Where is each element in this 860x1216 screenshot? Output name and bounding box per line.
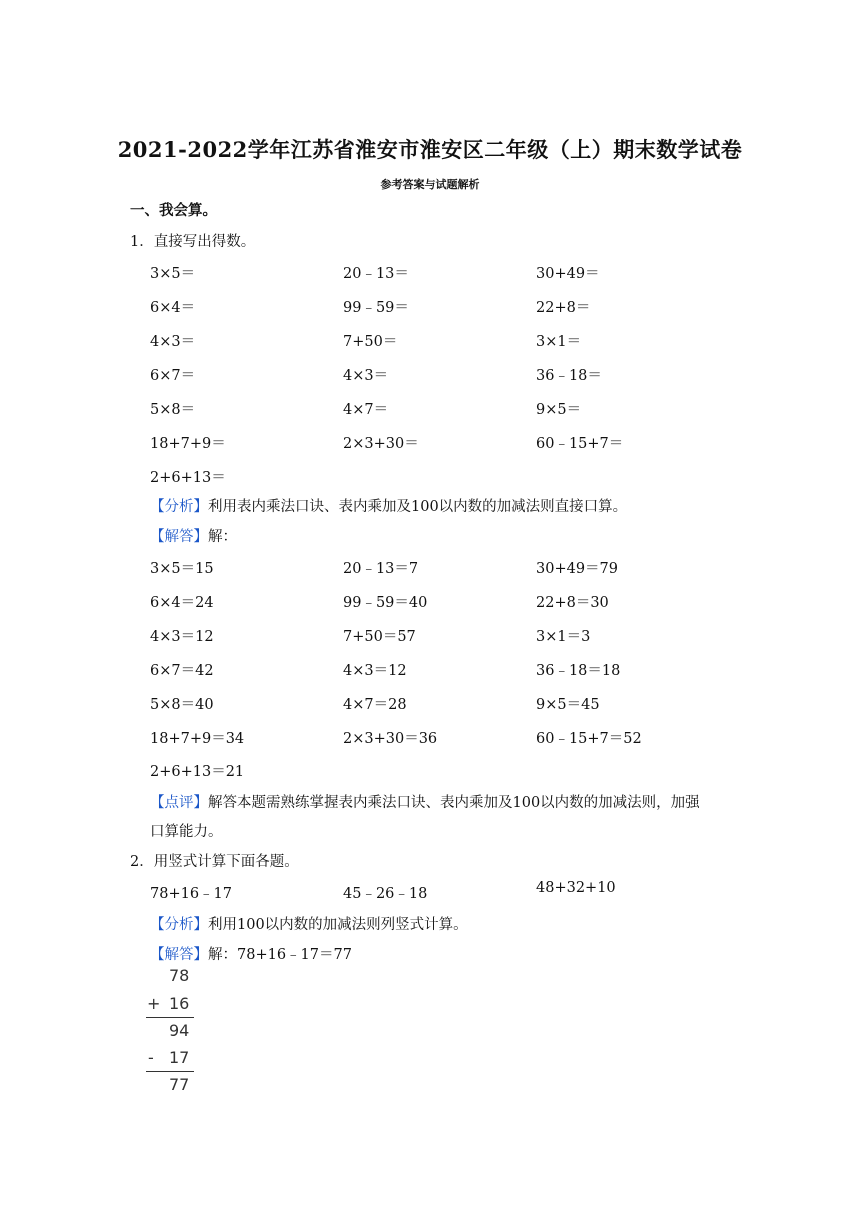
- answer-cell: 36﹣18＝18: [536, 663, 621, 679]
- problem-cell: 3×5＝: [150, 266, 196, 282]
- answer-cell: 4×7＝28: [343, 697, 407, 713]
- problem-cell: 3×1＝: [536, 334, 582, 350]
- answer-cell: 22+8＝30: [536, 595, 609, 611]
- answer-cell: 7+50＝57: [343, 629, 416, 645]
- analysis-tag: 【分析】: [150, 499, 208, 515]
- problem-cell: 4×3＝: [150, 334, 196, 350]
- comment-tag: 【点评】: [150, 795, 208, 811]
- answer-cell: 2×3+30＝36: [343, 731, 438, 747]
- comment-text-line1: 解答本题需熟练掌握表内乘法口诀、表内乘加及100以内数的加减法则，加强: [208, 795, 700, 811]
- vertical-operand: 16: [169, 994, 190, 1013]
- comment-1: [150, 791, 700, 812]
- answer-2: [150, 943, 352, 964]
- answer-cell: 4×3＝12: [150, 629, 214, 645]
- vertical-problem: 78+16﹣17: [150, 886, 233, 902]
- analysis-tag: 【分析】: [150, 917, 208, 933]
- vertical-result: 77: [169, 1075, 190, 1094]
- answer-cell: 6×4＝24: [150, 595, 214, 611]
- analysis-text: 利用表内乘法口诀、表内乘加及100以内数的加减法则直接口算。: [208, 499, 628, 515]
- vertical-problem: 48+32+10: [536, 880, 616, 896]
- problem-cell: 60﹣15+7＝: [536, 436, 624, 452]
- vertical-operand: 17: [169, 1048, 190, 1067]
- analysis-1: [150, 495, 627, 516]
- analysis-text: 利用100以内数的加减法则列竖式计算。: [208, 917, 468, 933]
- answer-cell: 20﹣13＝7: [343, 561, 419, 577]
- section-heading: 一、我会算。: [130, 202, 217, 219]
- page-subtitle: 参考答案与试题解析: [380, 178, 480, 191]
- answer-text: 解：78+16﹣17＝77: [208, 947, 352, 963]
- problem-cell: 4×3＝: [343, 368, 389, 384]
- answer-cell: 3×1＝3: [536, 629, 591, 645]
- vertical-rule: [146, 1071, 194, 1072]
- answer-cell: 4×3＝12: [343, 663, 407, 679]
- vertical-problem: 45﹣26﹣18: [343, 886, 428, 902]
- problem-cell: 4×7＝: [343, 402, 389, 418]
- answer-tag: 【解答】: [150, 529, 208, 545]
- minus-sign: -: [148, 1048, 154, 1067]
- problem-cell: 5×8＝: [150, 402, 196, 418]
- question-2-heading: 2．用竖式计算下面各题。: [130, 854, 299, 870]
- answer-cell: 2+6+13＝21: [150, 764, 245, 780]
- problem-cell: 36﹣18＝: [536, 368, 602, 384]
- answer-text: 解：: [208, 529, 237, 545]
- problem-cell: 7+50＝: [343, 334, 398, 350]
- answer-cell: 5×8＝40: [150, 697, 214, 713]
- problem-cell: 30+49＝: [536, 266, 600, 282]
- answer-cell: 9×5＝45: [536, 697, 600, 713]
- question-1-heading: 1．直接写出得数。: [130, 234, 256, 250]
- problem-cell: 9×5＝: [536, 402, 582, 418]
- vertical-rule: [146, 1017, 194, 1018]
- answer-1: [150, 525, 237, 546]
- vertical-result: 94: [169, 1021, 190, 1040]
- vertical-operand: 78: [169, 966, 190, 985]
- answer-cell: 3×5＝15: [150, 561, 214, 577]
- answer-cell: 6×7＝42: [150, 663, 214, 679]
- plus-sign: +: [147, 994, 161, 1013]
- problem-cell: 2+6+13＝: [150, 470, 226, 486]
- problem-cell: 18+7+9＝: [150, 436, 226, 452]
- problem-cell: 6×7＝: [150, 368, 196, 384]
- answer-tag: 【解答】: [150, 947, 208, 963]
- answer-cell: 18+7+9＝34: [150, 731, 245, 747]
- comment-text-line2: 口算能力。: [150, 824, 223, 840]
- analysis-2: [150, 913, 468, 934]
- vertical-calculation: [144, 962, 214, 1096]
- answer-cell: 60﹣15+7＝52: [536, 731, 642, 747]
- problem-cell: 2×3+30＝: [343, 436, 419, 452]
- problem-cell: 22+8＝: [536, 300, 591, 316]
- page-title: 2021-2022学年江苏省淮安市淮安区二年级（上）期末数学试卷: [117, 137, 743, 162]
- answer-cell: 99﹣59＝40: [343, 595, 428, 611]
- answer-cell: 30+49＝79: [536, 561, 619, 577]
- problem-cell: 99﹣59＝: [343, 300, 409, 316]
- problem-cell: 20﹣13＝: [343, 266, 409, 282]
- problem-cell: 6×4＝: [150, 300, 196, 316]
